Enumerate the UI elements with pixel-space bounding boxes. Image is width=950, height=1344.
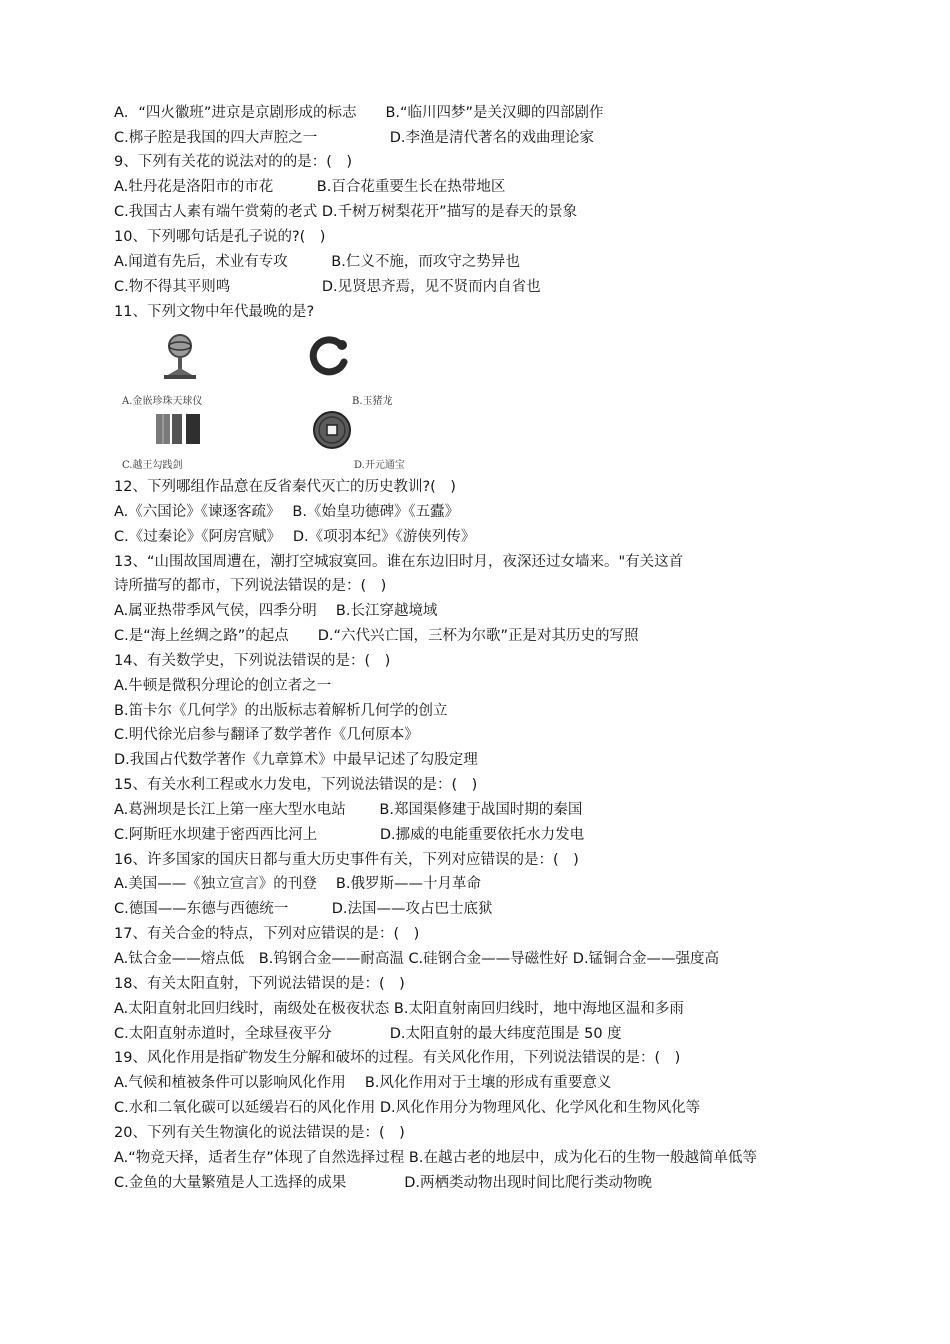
bronze-sword-icon [154, 410, 208, 446]
question-line: C.《过秦论》《阿房宫赋》 D.《项羽本纪》《游侠列传》 [114, 529, 476, 545]
question-line: 18、有关太阳直射，下列说法错误的是：( ) [114, 976, 405, 992]
question-line: A.美国——《独立宣言》的刊登 B.俄罗斯——十月革命 [114, 876, 481, 892]
question-line: C.阿斯旺水坝建于密西西比河上 D.挪威的电能重要依托水力发电 [114, 827, 585, 843]
question-line: 16、许多国家的国庆日都与重大历史事件有关，下列对应错误的是：( ) [114, 852, 579, 868]
question-line: A.《六国论》《谏逐客疏》 B.《始皇功德碑》《五蠹》 [114, 504, 460, 520]
question-line: A.气候和植被条件可以影响风化作用 B.风化作用对于土壤的形成有重要意义 [114, 1075, 612, 1091]
question-line: A.牛顿是微积分理论的创立者之一 [114, 678, 332, 694]
question-line: B.笛卡尔《几何学》的出版标志着解析几何学的创立 [114, 703, 448, 719]
question-line: A.属亚热带季风气侯，四季分明 B.长江穿越境域 [114, 603, 438, 619]
question-line: A.太阳直射北回归线时，南级处在极夜状态 B.太阳直射南回归线时，地中海地区温和多雨 [114, 1001, 684, 1017]
question-line: A.钛合金——熔点低 B.钨钢合金——耐高温 C.硅钢合金——导磁性好 D.锰铜合金——强度高 [114, 951, 720, 967]
question-line: C.是“海上丝绸之路”的起点 D.“六代兴亡国，三杯为尔歌”正是对其历史的写照 [114, 628, 639, 644]
question-line: C.物不得其平则鸣 D.见贤思齐焉，见不贤而内自省也 [114, 279, 541, 295]
question-line: 17、有关合金的特点，下列对应错误的是：( ) [114, 926, 420, 942]
question-line: D.我国占代数学著作《九章算术》中最早记述了勾股定理 [114, 752, 478, 768]
question-line: 19、风化作用是指矿物发生分解和破坏的过程。有关风化作用，下列说法错误的是：( ) [114, 1050, 681, 1066]
jade-pig-dragon-icon [306, 336, 352, 378]
question-line: C.金鱼的大量繁殖是人工选择的成果 D.两栖类动物出现时间比爬行类动物晚 [114, 1175, 653, 1191]
question-line: 诗所描写的都市，下列说法错误的是：( ) [114, 578, 387, 594]
figure-caption-a: A.金嵌珍珠天球仪 [122, 396, 203, 407]
question-line: 11、下列文物中年代最晚的是? [114, 304, 315, 320]
question-line: A.葛洲坝是长江上第一座大型水电站 B.郑国渠修建于战国时期的秦国 [114, 802, 583, 818]
question-line: 13、“山围故国周遭在，潮打空城寂寞回。谁在东边旧时月，夜深还过女墙来。"有关这首 [114, 554, 684, 570]
figure-caption-c: C.越王勾践剑 [122, 460, 183, 471]
question-line: C.太阳直射赤道时，全球昼夜平分 D.太阳直射的最大纬度范围是 50 度 [114, 1026, 622, 1042]
question-line: 10、下列哪句话是孔子说的?( ) [114, 229, 326, 245]
celestial-globe-icon [158, 330, 202, 382]
question-line: 9、下列有关花的说法对的的是：( ) [114, 154, 353, 170]
ancient-coin-icon [310, 410, 354, 450]
question-line: C.我国古人素有端午赏菊的老式 D.千树万树梨花开”描写的是春天的景象 [114, 204, 578, 220]
figure-caption-d: D.开元通宝 [354, 460, 405, 471]
question-line: A．“四火徽班”进京是京剧形成的标志 B.“临川四梦”是关汉卿的四部剧作 [114, 105, 604, 121]
question-line: A.闻道有先后，术业有专攻 B.仁义不施，而攻守之势异也 [114, 254, 520, 270]
question-line: A.“物竞天择，适者生存”体现了自然选择过程 B.在越古老的地层中，成为化石的生物一般越简单低等 [114, 1150, 757, 1166]
question-line: C.水和二氧化碳可以延缓岩石的风化作用 D.风化作用分为物理风化、化学风化和生物风化等 [114, 1100, 701, 1116]
question-line: 15、有关水利工程或水力发电，下列说法错误的是：( ) [114, 777, 478, 793]
question-line: 14、有关数学史，下列说法错误的是：( ) [114, 653, 391, 669]
figure-caption-b: B.玉猪龙 [352, 396, 393, 407]
question-line: 12、下列哪组作品意在反省秦代灭亡的历史教训?( ) [114, 479, 456, 495]
question-line: C.德国——东德与西德统一 D.法国——攻占巴士底狱 [114, 901, 493, 917]
question-line: C.明代徐光启参与翻译了数学著作《几何原本》 [114, 727, 419, 743]
question-line: A.牡丹花是洛阳市的市花 B.百合花重要生长在热带地区 [114, 179, 506, 195]
question-line: C.梆子腔是我国的四大声腔之一 D.李渔是清代著名的戏曲理论家 [114, 130, 595, 146]
question-line: 20、下列有关生物演化的说法错误的是：( ) [114, 1125, 405, 1141]
artifact-figure [114, 330, 434, 470]
